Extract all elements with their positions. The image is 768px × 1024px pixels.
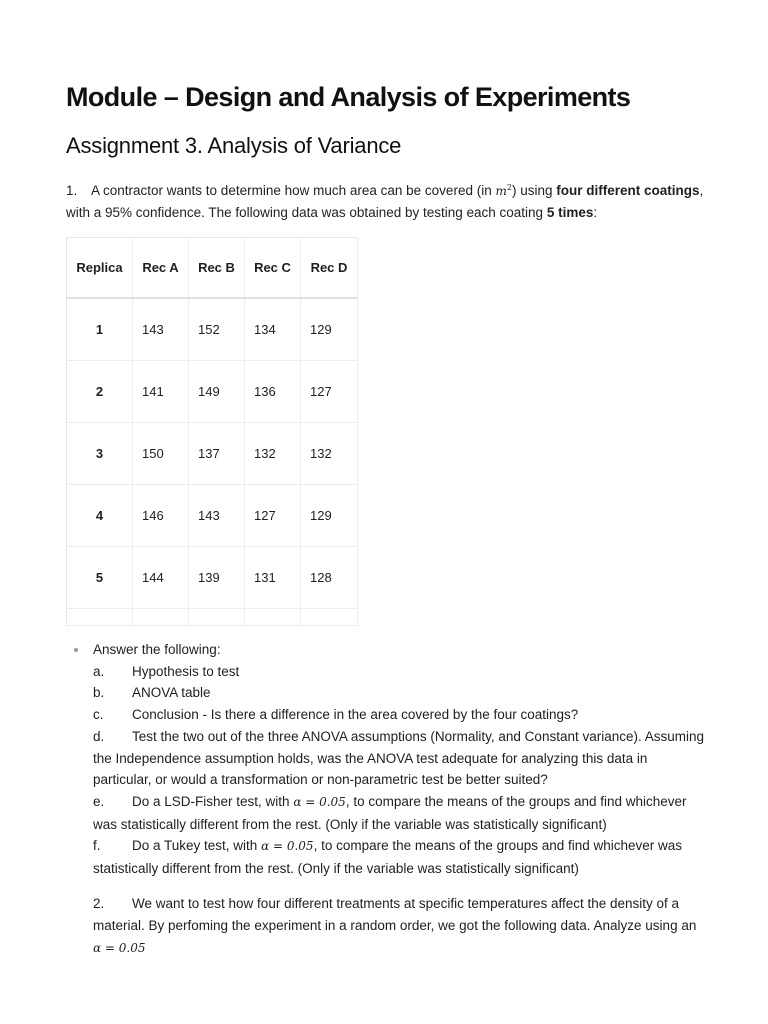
answer-intro: Answer the following: — [93, 642, 221, 657]
table-cell: 127 — [245, 485, 301, 547]
question-1-text: 1. A contractor wants to determine how much area can be covered (in $m^2$) using four different coatings, with a 95% confidence. The following data was obtained by testing each coating 5 times: — [66, 177, 706, 224]
table-cell: 141 — [133, 361, 189, 423]
table-row — [67, 547, 358, 609]
table-cell: 136 — [245, 361, 301, 423]
table-cell: 144 — [133, 547, 189, 609]
column-header: Rec D — [301, 238, 358, 299]
table-cell: 4 — [67, 485, 133, 547]
question-2-number: 2. — [93, 896, 105, 911]
column-header: Rec B — [189, 238, 245, 299]
table-cell: 132 — [301, 423, 358, 485]
list-item: a. Hypothesis to test — [93, 663, 240, 679]
list-item: e. Do a LSD-Fisher test, with α = 0.05, to compare the means of the groups and find whichever was statistically different from the rest. (Only if the variable was statistically significant) — [93, 793, 687, 832]
module-title: Module – Design and Analysis of Experiments — [66, 82, 631, 112]
list-item: d. Test the two out of the three ANOVA assumptions (Normality, and Constant variance). Assuming the Independence assumption holds, was the ANOVA test adequate for analyzing this data in particular, or would a transformation or non-parametric test be better suited? — [93, 728, 705, 788]
table-cell: 137 — [189, 423, 245, 485]
table-cell: 3 — [67, 423, 133, 485]
list-item: b. ANOVA table — [93, 685, 211, 701]
table-cell: 143 — [189, 485, 245, 547]
unit-math: $m^2$ — [495, 183, 512, 198]
table-cell: 131 — [245, 547, 301, 609]
question-1-number: 1. — [66, 183, 78, 198]
answer-list — [66, 639, 706, 880]
table-cell: 129 — [301, 485, 358, 547]
alpha-math: α = 0.05 — [293, 794, 346, 809]
table-cell: 5 — [67, 547, 133, 609]
column-header: Rec A — [133, 238, 189, 299]
table-row — [67, 423, 358, 485]
table-cell: 1 — [67, 298, 133, 361]
coatings-data-table — [66, 237, 358, 626]
table-cell: 134 — [245, 298, 301, 361]
column-header: Replica — [67, 238, 133, 299]
column-header: Rec C — [245, 238, 301, 299]
bullet-icon — [74, 648, 78, 652]
table-cell: 129 — [301, 298, 358, 361]
table-row — [67, 361, 358, 423]
list-item: c. Conclusion - Is there a difference in the area covered by the four coatings? — [93, 707, 579, 723]
emphasis-times: 5 times — [546, 205, 594, 220]
table-cell: 146 — [133, 485, 189, 547]
table-cell: 152 — [189, 298, 245, 361]
table-row — [67, 298, 358, 361]
assignment-title: Assignment 3. Analysis of Variance — [66, 133, 402, 158]
table-empty-row — [67, 609, 358, 626]
alpha-math: α = 0.05 — [261, 839, 314, 854]
table-cell: 127 — [301, 361, 358, 423]
question-2-text: 2. We want to test how four different treatments at specific temperatures affect the density of a material. By perfoming the experiment in a random order, we got the following data. Analyze using an α = 0.05 — [93, 893, 706, 959]
table-cell: 2 — [67, 361, 133, 423]
table-cell: 139 — [189, 547, 245, 609]
emphasis-coatings: four different coatings — [556, 183, 700, 198]
table-header-row — [67, 238, 358, 299]
alpha-math: α = 0.05 — [93, 941, 146, 955]
table-row — [67, 485, 358, 547]
table-cell: 149 — [189, 361, 245, 423]
table-cell: 143 — [133, 298, 189, 361]
table-cell: 132 — [245, 423, 301, 485]
list-item: f. Do a Tukey test, with α = 0.05, to compare the means of the groups and find whichever was statistically different from the rest. (Only if the variable was statistically significant) — [93, 838, 683, 877]
table-cell: 150 — [133, 423, 189, 485]
list-item — [66, 639, 706, 661]
table-cell: 128 — [301, 547, 358, 609]
